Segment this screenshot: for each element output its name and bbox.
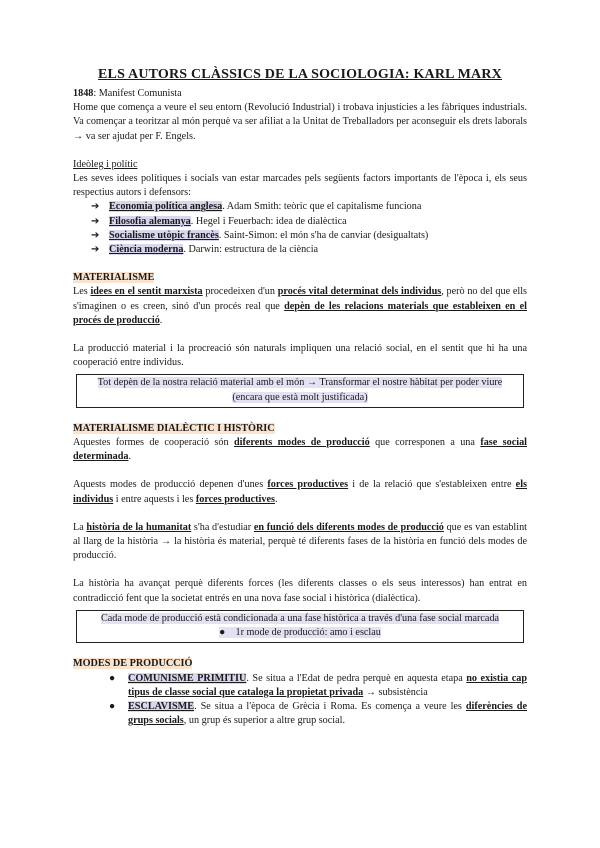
intro-year-rest: : Manifest Comunista (93, 88, 182, 99)
factors-list (73, 200, 527, 257)
list-item (91, 215, 527, 229)
intro-year: 1848 (73, 88, 94, 99)
text-run: que corresponen a una (369, 437, 481, 449)
factor-term: Economia política anglesa (109, 201, 223, 213)
dialectical-heading (73, 422, 527, 436)
mode-term: COMUNISME PRIMITIU (128, 672, 247, 684)
factor-term: Socialisme utòpic francès (109, 229, 219, 241)
text-run: , però no del que ells s'imaginen o es creen, sinó d'un procés real que (73, 286, 527, 312)
box-line (219, 627, 381, 638)
text-run: Les (73, 286, 91, 298)
factor-desc: . Darwin: estructura de la ciència (183, 244, 319, 256)
list-item (109, 700, 527, 728)
materialism-summary-box (76, 374, 524, 407)
intro-year-line (73, 87, 527, 101)
dialectical-paragraph-4: La història ha avançat perquè diferents forces (les diferents classes o els seus interessos) han entrat en contradicció fent que la societat entrés en una nova fase social i històrica (dialèctica). (73, 578, 527, 604)
arrow-bullet-icon: ➔ (91, 244, 100, 256)
text-run: , un grup és superior a altre grup social. (183, 715, 346, 727)
text-run: . (128, 451, 132, 463)
list-item (91, 200, 527, 214)
key-term: no existia cap tipus de classe social que cataloga la propietat privada (128, 672, 527, 698)
box-line-text: 1r mode de producció: amo i esclau (235, 627, 381, 639)
materialism-paragraph-2: La producció material i la procreació són naturals impliquen una relació social, en el sentit que hi ha una cooperació entre individus. (73, 343, 527, 369)
key-term: en funció dels diferents modes de producció (253, 521, 444, 533)
text-run: i de la relació que s'estableixen entre (348, 479, 516, 491)
text-run: que es van establint al llarg de la història → la història és material, perquè té diferents fases de la història en funció dels modes de producció. (73, 521, 528, 562)
section-heading: MATERIALISME (73, 272, 155, 284)
text-run: . Se situa a l'Edat de pedra perquè en aquesta etapa (246, 672, 467, 684)
key-term: procés vital determinat dels individus (277, 286, 442, 298)
text-run: . Se situa a l'època de Grècia i Roma. Es comença a veure les (194, 700, 466, 712)
section-heading: MODES DE PRODUCCIÓ (73, 658, 193, 670)
arrow-bullet-icon: ➔ (91, 215, 100, 227)
document-title: ELS AUTORS CLÀSSICS DE LA SOCIOLOGIA: KARL MARX (98, 67, 502, 82)
materialism-paragraph-1 (73, 285, 527, 328)
materialism-heading (73, 271, 527, 285)
box-line: Cada mode de producció està condicionada a una fase històrica a través d'una fase social marcada (100, 612, 500, 624)
key-term: fase social determinada (73, 437, 527, 463)
dialectical-paragraph-3 (73, 521, 527, 564)
factor-term: Ciència moderna (109, 244, 184, 256)
text-run: Aquests modes de producció depenen d'unes (73, 479, 268, 491)
box-line: (encara que està molt justificada) (232, 391, 368, 403)
factor-desc: . Adam Smith: teòric que el capitalisme funciona (222, 201, 422, 213)
dialectical-summary-box (76, 610, 524, 643)
mode-term: ESCLAVISME (128, 700, 195, 712)
factor-desc: . Saint-Simon: el món s'ha de canviar (desigualtats) (218, 229, 429, 241)
list-item (91, 229, 527, 243)
factor-term: Filosofia alemanya (109, 215, 191, 227)
document-page (73, 66, 527, 728)
dialectical-paragraph-2 (73, 478, 527, 506)
intro-paragraph: Home que comença a veure el seu entorn (Revolució Industrial) i trobava injustícies a les fàbriques industrials. Va començar a teoritzar al món perquè va ser afiliat a la Unitat de Treballadors per aconseguir els drets laborals → va ser ajudat per F. Engels. (73, 102, 528, 142)
text-run: → subsistència (363, 686, 428, 698)
ideologist-heading: Ideòleg i polític (73, 158, 138, 170)
text-run: La (73, 521, 87, 533)
text-run: s'ha d'estudiar (191, 521, 254, 533)
key-term: forces productives (195, 493, 275, 505)
list-item (109, 672, 527, 700)
key-term: història de la humanitat (86, 521, 192, 533)
text-run: Aquestes formes de cooperació són (73, 437, 234, 449)
text-run: i entre aquests i les (113, 493, 196, 505)
factor-desc: . Hegel i Feuerbach: idea de dialèctica (190, 215, 347, 227)
key-term: diferents modes de producció (233, 437, 370, 449)
text-run: . (159, 314, 163, 326)
dot-bullet-icon: ● (219, 627, 226, 639)
arrow-bullet-icon: ➔ (91, 229, 100, 241)
text-run: procedeixen d'un (202, 286, 278, 298)
dot-bullet-icon: ● (109, 672, 116, 684)
key-term: diferències de grups socials (128, 700, 527, 727)
key-term: idees en el sentit marxista (90, 286, 203, 298)
list-item (91, 243, 527, 257)
box-line: Tot depèn de la nostra relació material amb el món → Transformar el nostre hàbitat per poder viure (97, 377, 503, 389)
arrow-bullet-icon: ➔ (91, 201, 100, 213)
dialectical-paragraph-1 (73, 436, 527, 464)
section-heading: MATERIALISME DIALÈCTIC I HISTÒRIC (73, 422, 275, 434)
modes-heading (73, 657, 527, 671)
dot-bullet-icon: ● (109, 700, 116, 712)
text-run: . (274, 493, 278, 505)
modes-list (73, 672, 527, 729)
ideologist-paragraph: Les seves idees polítiques i socials van estar marcades pels següents factors importants de l'època i, els seus respectius autors i defensors: (73, 173, 527, 199)
key-term: depèn de les relacions materials que estableixen en el procés de producció (73, 300, 527, 326)
key-term: forces productives (267, 479, 349, 491)
key-term: els individus (73, 479, 527, 505)
